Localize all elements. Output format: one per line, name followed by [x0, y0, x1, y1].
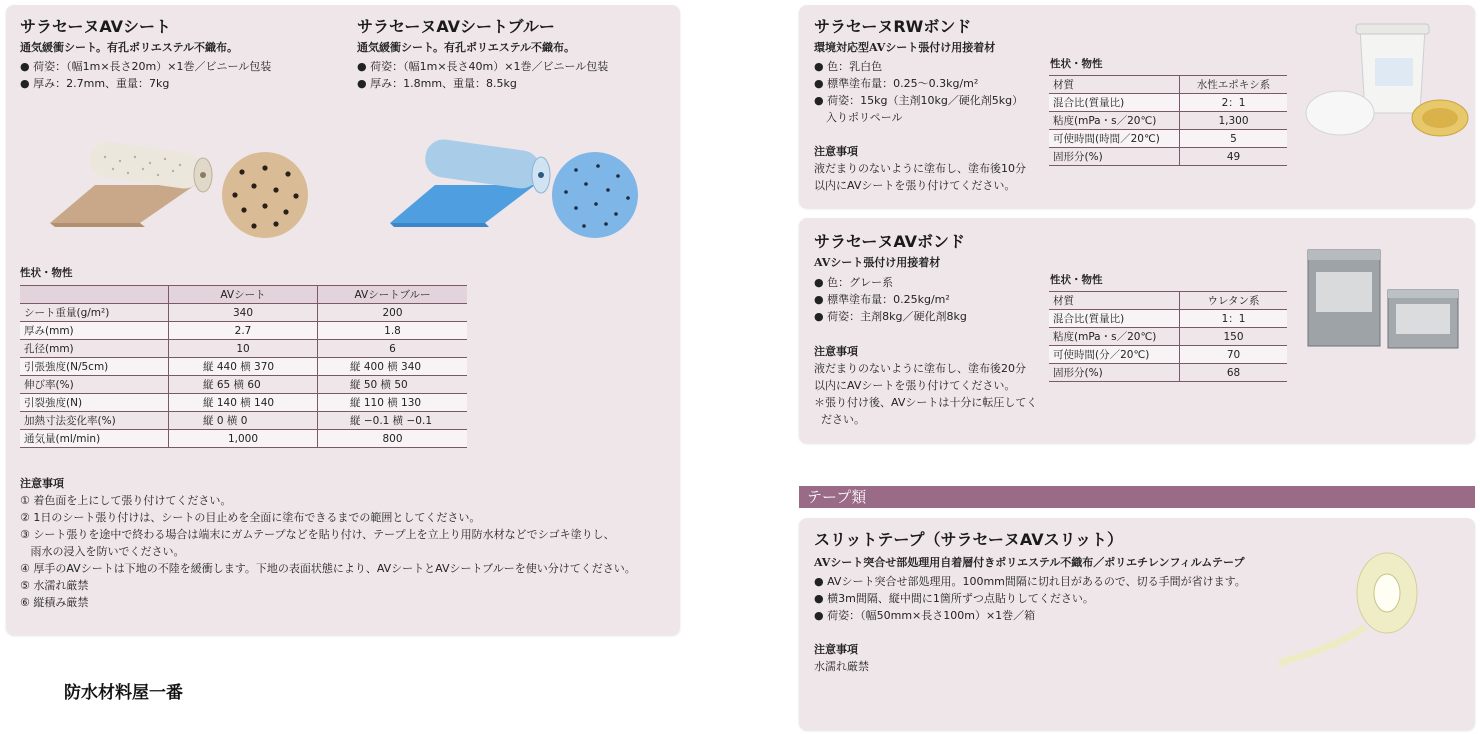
table-row: [1049, 346, 1287, 364]
table-cell: 340: [169, 304, 318, 322]
table-row: [1049, 148, 1287, 166]
rw-bond-bullet-cont: 入りポリペール: [826, 111, 903, 124]
table-cell: 縦 440 横 370: [169, 358, 318, 376]
table-cell: 固形分(%): [1049, 364, 1180, 382]
table-cell: 2.7: [169, 322, 318, 340]
table-cell: 縦 65 横 60: [169, 376, 318, 394]
sheet-note-item: 雨水の浸入を防いでください。: [20, 545, 185, 558]
table-row: [20, 340, 467, 358]
sheet-note-item: ④ 厚手のAVシートは下地の不陸を緩衝します。下地の表面状態により、AVシートとAVシートブルーを使い分けてください。: [20, 562, 636, 575]
table-cell: 10: [169, 340, 318, 358]
av-sheet-subtitle: 通気緩衝シート。有孔ポリエステル不織布。: [20, 41, 239, 54]
av-sheet-roll-image: [45, 135, 215, 230]
rw-bond-subtitle: 環境対応型AVシート張付け用接着材: [814, 41, 996, 54]
rw-bond-props-heading: 性状・物性: [1050, 58, 1103, 70]
table-row: [1049, 292, 1287, 310]
table-cell: 1,000: [169, 430, 318, 448]
table-cell: 可使時間(分／20℃): [1049, 346, 1180, 364]
sheet-note-item: ② 1日のシート張り付けは、シートの目止めを全面に塗布できるまでの範囲としてください。: [20, 511, 481, 524]
av-bond-notes-heading: 注意事項: [814, 345, 858, 358]
table-row: [20, 358, 467, 376]
rw-bond-bullet: ● 色：乳白色: [814, 60, 883, 73]
av-sheet-blue-bullet: ● 厚み：1.8mm、重量：8.5kg: [357, 77, 517, 90]
av-bond-subtitle: AVシート張付け用接着材: [814, 256, 941, 269]
table-cell: 粘度(mPa・s／20℃): [1049, 328, 1180, 346]
slit-tape-bullet: ● 荷姿：（幅50mm×長さ100m）×1巻／箱: [814, 609, 1036, 622]
table-row: [1049, 112, 1287, 130]
slit-tape-bullet: ● AVシート突合せ部処理用。100mm間隔に切れ目があるので、切る手間が省けます。: [814, 575, 1246, 588]
table-header-cell: [20, 286, 169, 304]
table-cell: 固形分(%): [1049, 148, 1180, 166]
table-row: [1049, 328, 1287, 346]
table-cell: 150: [1180, 328, 1288, 346]
table-cell: 縦 140 横 140: [169, 394, 318, 412]
sheet-props-table: [20, 285, 467, 448]
table-header-cell: AVシートブルー: [318, 286, 468, 304]
table-cell: 可使時間(時間／20℃): [1049, 130, 1180, 148]
av-bond-note: ＊張り付け後、AVシートは十分に転圧してく: [814, 396, 1038, 409]
sheet-notes-heading: 注意事項: [20, 477, 64, 490]
av-bond-note: ださい。: [814, 413, 865, 426]
slit-tape-bullet: ● 横3m間隔、縦中間に1箇所ずつ点貼りしてください。: [814, 592, 1094, 605]
rw-bond-props-table: [1049, 75, 1287, 166]
av-sheet-blue-title: サラセーヌAVシートブルー: [357, 17, 555, 36]
table-cell: 800: [318, 430, 468, 448]
table-cell: 縦 110 横 130: [318, 394, 468, 412]
table-row: [1049, 130, 1287, 148]
table-cell: 材質: [1049, 292, 1180, 310]
table-cell: 200: [318, 304, 468, 322]
rw-bond-bullet: ● 荷姿：15kg（主剤10kg／硬化剤5kg）: [814, 94, 1024, 107]
sheet-note-item: ⑥ 縦積み厳禁: [20, 596, 89, 609]
table-row: [20, 412, 467, 430]
slit-tape-title: スリットテープ（サラセーヌAVスリット）: [814, 530, 1123, 549]
table-cell: 孔径(mm): [20, 340, 169, 358]
table-cell: 加熱寸法変化率(%): [20, 412, 169, 430]
av-sheet-blue-bullet: ● 荷姿：（幅1m×長さ40m）×1巻／ビニール包装: [357, 60, 609, 73]
slit-tape-note: 水濡れ厳禁: [814, 660, 869, 673]
rw-bond-pail-image: [1300, 18, 1470, 148]
footer-brand: 防水材料屋一番: [64, 683, 183, 703]
sheet-note-item: ⑤ 水濡れ厳禁: [20, 579, 89, 592]
table-cell: 材質: [1049, 76, 1180, 94]
table-cell: 厚み(mm): [20, 322, 169, 340]
table-cell: 引裂強度(N): [20, 394, 169, 412]
table-cell: 6: [318, 340, 468, 358]
table-header-row: [20, 286, 467, 304]
av-sheet-closeup-image: [220, 150, 310, 240]
sheet-note-item: ③ シート張りを途中で終わる場合は端末にガムテープなどを貼り付け、テープ上を立上り用防水材などでシゴキ塗りし、: [20, 528, 615, 541]
rw-bond-note: 以内にAVシートを張り付けてください。: [814, 179, 1016, 192]
table-cell: 2：1: [1180, 94, 1288, 112]
table-cell: 縦 50 横 50: [318, 376, 468, 394]
table-row: [20, 430, 467, 448]
table-cell: 伸び率(%): [20, 376, 169, 394]
table-cell: 1.8: [318, 322, 468, 340]
av-bond-can-image: [1302, 244, 1472, 354]
av-sheet-blue-roll-image: [385, 135, 555, 230]
table-row: [20, 394, 467, 412]
sheet-props-heading: 性状・物性: [20, 267, 73, 279]
table-cell: 引張強度(N/5cm): [20, 358, 169, 376]
table-row: [1049, 310, 1287, 328]
sheet-note-item: ① 着色面を上にして張り付けてください。: [20, 494, 232, 507]
table-row: [1049, 76, 1287, 94]
table-cell: 縦 400 横 340: [318, 358, 468, 376]
table-cell: シート重量(g/m²): [20, 304, 169, 322]
table-cell: 70: [1180, 346, 1288, 364]
av-sheet-blue-closeup-image: [550, 150, 640, 240]
slit-tape-notes-heading: 注意事項: [814, 643, 858, 656]
table-cell: 5: [1180, 130, 1288, 148]
table-row: [20, 322, 467, 340]
table-cell: 混合比(質量比): [1049, 94, 1180, 112]
av-bond-note: 以内にAVシートを張り付けてください。: [814, 379, 1016, 392]
av-sheet-bullet: ● 厚み：2.7mm、重量：7kg: [20, 77, 170, 90]
table-cell: 通気量(ml/min): [20, 430, 169, 448]
table-header-cell: AVシート: [169, 286, 318, 304]
table-cell: 1,300: [1180, 112, 1288, 130]
rw-bond-notes-heading: 注意事項: [814, 145, 858, 158]
av-sheet-blue-subtitle: 通気緩衝シート。有孔ポリエステル不織布。: [357, 41, 576, 54]
rw-bond-note: 液だまりのないように塗布し、塗布後10分: [814, 162, 1026, 175]
rw-bond-title: サラセーヌRWボンド: [814, 17, 972, 36]
av-bond-bullet: ● 標準塗布量：0.25kg/m²: [814, 293, 950, 306]
av-bond-bullet: ● 荷姿：主剤8kg／硬化剤8kg: [814, 310, 967, 323]
slit-tape-subtitle: AVシート突合せ部処理用自着層付きポリエステル不織布／ポリエチレンフィルムテープ: [814, 556, 1245, 569]
av-bond-title: サラセーヌAVボンド: [814, 232, 966, 251]
table-row: [1049, 364, 1287, 382]
table-cell: 水性エポキシ系: [1180, 76, 1288, 94]
slit-tape-roll-image: [1275, 545, 1425, 670]
av-bond-note: 液だまりのないように塗布し、塗布後20分: [814, 362, 1026, 375]
table-cell: 49: [1180, 148, 1288, 166]
table-row: [1049, 94, 1287, 112]
av-bond-props-heading: 性状・物性: [1050, 274, 1103, 286]
av-sheet-bullet: ● 荷姿：（幅1m×長さ20m）×1巻／ビニール包装: [20, 60, 272, 73]
table-cell: ウレタン系: [1180, 292, 1288, 310]
table-cell: 混合比(質量比): [1049, 310, 1180, 328]
rw-bond-bullet: ● 標準塗布量：0.25〜0.3kg/m²: [814, 77, 979, 90]
tape-category-band: テープ類: [799, 486, 1475, 508]
table-cell: 縦 0 横 0: [169, 412, 318, 430]
table-row: [20, 376, 467, 394]
table-cell: 縦 −0.1 横 −0.1: [318, 412, 468, 430]
table-cell: 1：1: [1180, 310, 1288, 328]
table-cell: 68: [1180, 364, 1288, 382]
table-cell: 粘度(mPa・s／20℃): [1049, 112, 1180, 130]
av-bond-bullet: ● 色：グレー系: [814, 276, 894, 289]
table-row: [20, 304, 467, 322]
av-sheet-title: サラセーヌAVシート: [20, 17, 172, 36]
av-bond-props-table: [1049, 291, 1287, 382]
